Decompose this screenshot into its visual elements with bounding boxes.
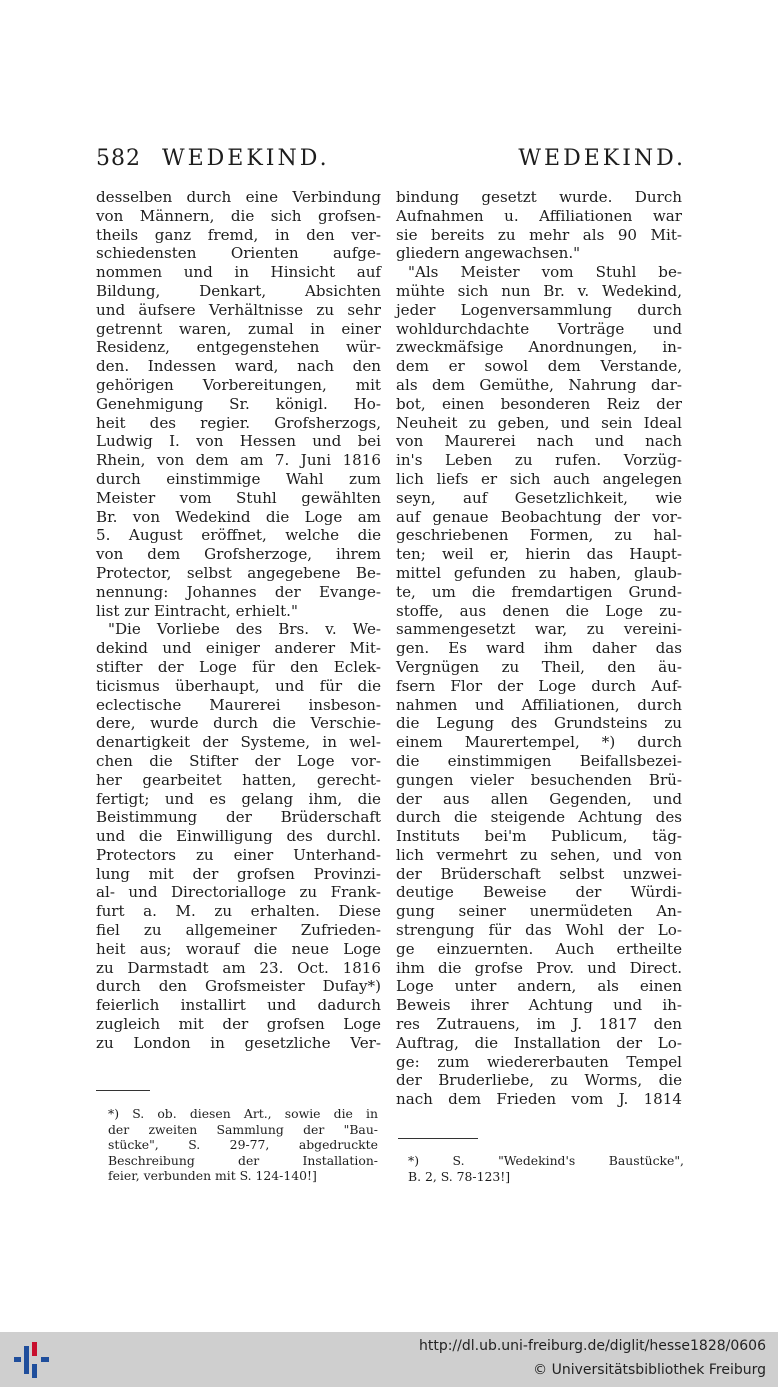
text-line: mittel gefunden zu haben, glaub- — [396, 563, 682, 582]
text-line: Genehmigung Sr. königl. Ho- — [96, 394, 381, 413]
footnote-line: stücke", S. 29-77, abgedruckte — [108, 1137, 378, 1153]
text-line: gen. Es ward ihm daher das — [396, 639, 682, 658]
left-text-column — [96, 188, 381, 1053]
text-line: geschriebenen Formen, zu hal- — [396, 526, 682, 545]
text-line: zugleich mit der grofsen Loge — [96, 1015, 381, 1034]
text-line: in's Leben zu rufen. Vorzüg- — [396, 451, 682, 470]
text-line: Rhein, von dem am 7. Juni 1816 — [96, 451, 381, 470]
text-line: lung mit der grofsen Provinzi- — [96, 864, 381, 883]
text-line: der Bruderliebe, zu Worms, die — [396, 1071, 682, 1090]
text-line: gliedern angewachsen." — [396, 244, 581, 263]
text-line: zu London in gesetzliche Ver- — [96, 1033, 381, 1052]
text-line: seyn, auf Gesetzlichkeit, wie — [396, 488, 682, 507]
text-line: res Zutrauens, im J. 1817 den — [396, 1015, 682, 1034]
text-line: fertigt; und es gelang ihm, die — [96, 789, 381, 808]
text-line: list zur Eintracht, erhielt." — [96, 601, 298, 620]
text-line: theils ganz fremd, in den ver- — [96, 225, 381, 244]
copyright-notice: © Universitätsbibliothek Freiburg — [533, 1362, 766, 1378]
text-line: sie bereits zu mehr als 90 Mit- — [396, 225, 682, 244]
text-line: jeder Logenversammlung durch — [396, 300, 682, 319]
footnote-left — [108, 1106, 378, 1184]
text-line: chen die Stifter der Loge vor- — [96, 751, 381, 770]
source-url-link[interactable]: http://dl.ub.uni-freiburg.de/diglit/hesse1828/0606 — [418, 1338, 766, 1354]
footnote-line: feier, verbunden mit S. 124-140!] — [108, 1168, 317, 1184]
text-line: dekind und einiger anderer Mit- — [96, 639, 381, 658]
text-line: dere, wurde durch die Verschie- — [96, 714, 381, 733]
text-line: desselben durch eine Verbindung — [96, 188, 381, 206]
text-line: 5. August eröffnet, welche die — [96, 526, 381, 545]
text-line: strengung für das Wohl der Lo- — [396, 921, 682, 940]
text-line: Ludwig I. von Hessen und bei — [96, 432, 381, 451]
ub-freiburg-logo-icon[interactable] — [12, 1340, 52, 1380]
text-line: te, um die fremdartigen Grund- — [396, 582, 682, 601]
header-title-left: WEDEKIND. — [162, 146, 330, 171]
text-line: die einstimmigen Beifallsbezei- — [396, 751, 682, 770]
text-line: Neuheit zu geben, und sein Ideal — [396, 413, 682, 432]
footnote-divider-left — [96, 1090, 150, 1091]
text-line: sammengesetzt war, zu vereini- — [396, 620, 682, 639]
text-line: bindung gesetzt wurde. Durch — [396, 188, 682, 206]
text-line: Meister vom Stuhl gewählten — [96, 488, 381, 507]
text-line: der Brüderschaft selbst unzwei- — [396, 864, 682, 883]
text-line: durch einstimmige Wahl zum — [96, 469, 381, 488]
footnote-line: *) S. ob. diesen Art., sowie die in — [108, 1106, 378, 1121]
text-line: al- und Directorialloge zu Frank- — [96, 883, 381, 902]
page-number: 582 — [96, 146, 141, 171]
text-line: durch den Grofsmeister Dufay*) — [96, 977, 381, 996]
text-line: zweckmäfsige Anordnungen, in- — [396, 338, 682, 357]
text-line: wohldurchdachte Vorträge und — [396, 319, 682, 338]
footnote-line: der zweiten Sammlung der "Bau- — [108, 1121, 378, 1137]
text-line: denartigkeit der Systeme, in wel- — [96, 733, 381, 752]
text-line: lich vermehrt zu sehen, und von — [396, 845, 682, 864]
text-line: stifter der Loge für den Eclek- — [96, 657, 381, 676]
text-line: von dem Grofsherzoge, ihrem — [96, 545, 381, 564]
text-line: dem er sowol dem Verstande, — [396, 357, 682, 376]
text-line: nommen und in Hinsicht auf — [96, 263, 381, 282]
text-line: nahmen und Affiliationen, durch — [396, 695, 682, 714]
text-line: Beistimmung der Brüderschaft — [96, 808, 381, 827]
text-line: fsern Flor der Loge durch Auf- — [396, 676, 682, 695]
text-line: fiel zu allgemeiner Zufrieden- — [96, 921, 381, 940]
text-line: die Legung des Grundsteins zu — [396, 714, 682, 733]
text-line: schiedensten Orienten aufge- — [96, 244, 381, 263]
text-line: ten; weil er, hierin das Haupt- — [396, 545, 682, 564]
text-line: furt a. M. zu erhalten. Diese — [96, 902, 381, 921]
footnote-line: Beschreibung der Installation- — [108, 1152, 378, 1168]
footnote-right — [408, 1153, 684, 1184]
text-line: ge einzuernten. Auch ertheilte — [396, 939, 682, 958]
text-line: her gearbeitet hatten, gerecht- — [96, 770, 381, 789]
text-line: eclectische Maurerei insbeson- — [96, 695, 381, 714]
text-line: "Die Vorliebe des Brs. v. We- — [108, 620, 381, 639]
text-line: Beweis ihrer Achtung und ih- — [396, 996, 682, 1015]
text-line: von Maurerei nach und nach — [396, 432, 682, 451]
text-line: lich liefs er sich auch angelegen — [396, 469, 682, 488]
text-line: gung seiner unermüdeten An- — [396, 902, 682, 921]
text-line: der aus allen Gegenden, und — [396, 789, 682, 808]
text-line: von Männern, die sich grofsen- — [96, 206, 381, 225]
text-line: "Als Meister vom Stuhl be- — [408, 263, 682, 282]
right-text-column — [396, 188, 682, 1109]
text-line: ticismus überhaupt, und für die — [96, 676, 381, 695]
text-line: ge: zum wiedererbauten Tempel — [396, 1052, 682, 1071]
text-line: durch die steigende Achtung des — [396, 808, 682, 827]
text-line: mühte sich nun Br. v. Wedekind, — [396, 281, 682, 300]
text-line: Bildung, Denkart, Absichten — [96, 281, 381, 300]
text-line: heit aus; worauf die neue Loge — [96, 939, 381, 958]
text-line: Vergnügen zu Theil, den äu- — [396, 657, 682, 676]
text-line: Protector, selbst angegebene Be- — [96, 563, 381, 582]
text-line: Aufnahmen u. Affiliationen war — [396, 206, 682, 225]
text-line: getrennt waren, zumal in einer — [96, 319, 381, 338]
text-line: heit des regier. Grofsherzogs, — [96, 413, 381, 432]
text-line: feierlich installirt und dadurch — [96, 996, 381, 1015]
text-line: auf genaue Beobachtung der vor- — [396, 507, 682, 526]
footnote-divider-right — [398, 1138, 478, 1139]
text-line: Protectors zu einer Unterhand- — [96, 845, 381, 864]
text-line: als dem Gemüthe, Nahrung dar- — [396, 375, 682, 394]
text-line: deutige Beweise der Würdi- — [396, 883, 682, 902]
text-line: Br. von Wedekind die Loge am — [96, 507, 381, 526]
text-line: und äufsere Verhältnisse zu sehr — [96, 300, 381, 319]
text-line: nach dem Frieden vom J. 1814 — [396, 1090, 682, 1109]
text-line: Auftrag, die Installation der Lo- — [396, 1033, 682, 1052]
footnote-line: B. 2, S. 78-123!] — [408, 1168, 511, 1184]
text-line: stoffe, aus denen die Loge zu- — [396, 601, 682, 620]
footnote-line: *) S. "Wedekind's Baustücke", — [408, 1153, 684, 1168]
text-line: Instituts bei'm Publicum, täg- — [396, 827, 682, 846]
text-line: zu Darmstadt am 23. Oct. 1816 — [96, 958, 381, 977]
text-line: einem Maurertempel, *) durch — [396, 733, 682, 752]
running-header — [96, 146, 686, 176]
text-line: den. Indessen ward, nach den — [96, 357, 381, 376]
text-line: bot, einen besonderen Reiz der — [396, 394, 682, 413]
text-line: und die Einwilligung des durchl. — [96, 827, 381, 846]
viewer-footer-bar — [0, 1332, 778, 1387]
text-line: ihm die grofse Prov. und Direct. — [396, 958, 682, 977]
text-line: gungen vieler besuchenden Brü- — [396, 770, 682, 789]
text-line: Loge unter andern, als einen — [396, 977, 682, 996]
text-line: Residenz, entgegenstehen wür- — [96, 338, 381, 357]
text-line: gehörigen Vorbereitungen, mit — [96, 375, 381, 394]
header-title-right: WEDEKIND. — [518, 146, 686, 171]
text-line: nennung: Johannes der Evange- — [96, 582, 381, 601]
